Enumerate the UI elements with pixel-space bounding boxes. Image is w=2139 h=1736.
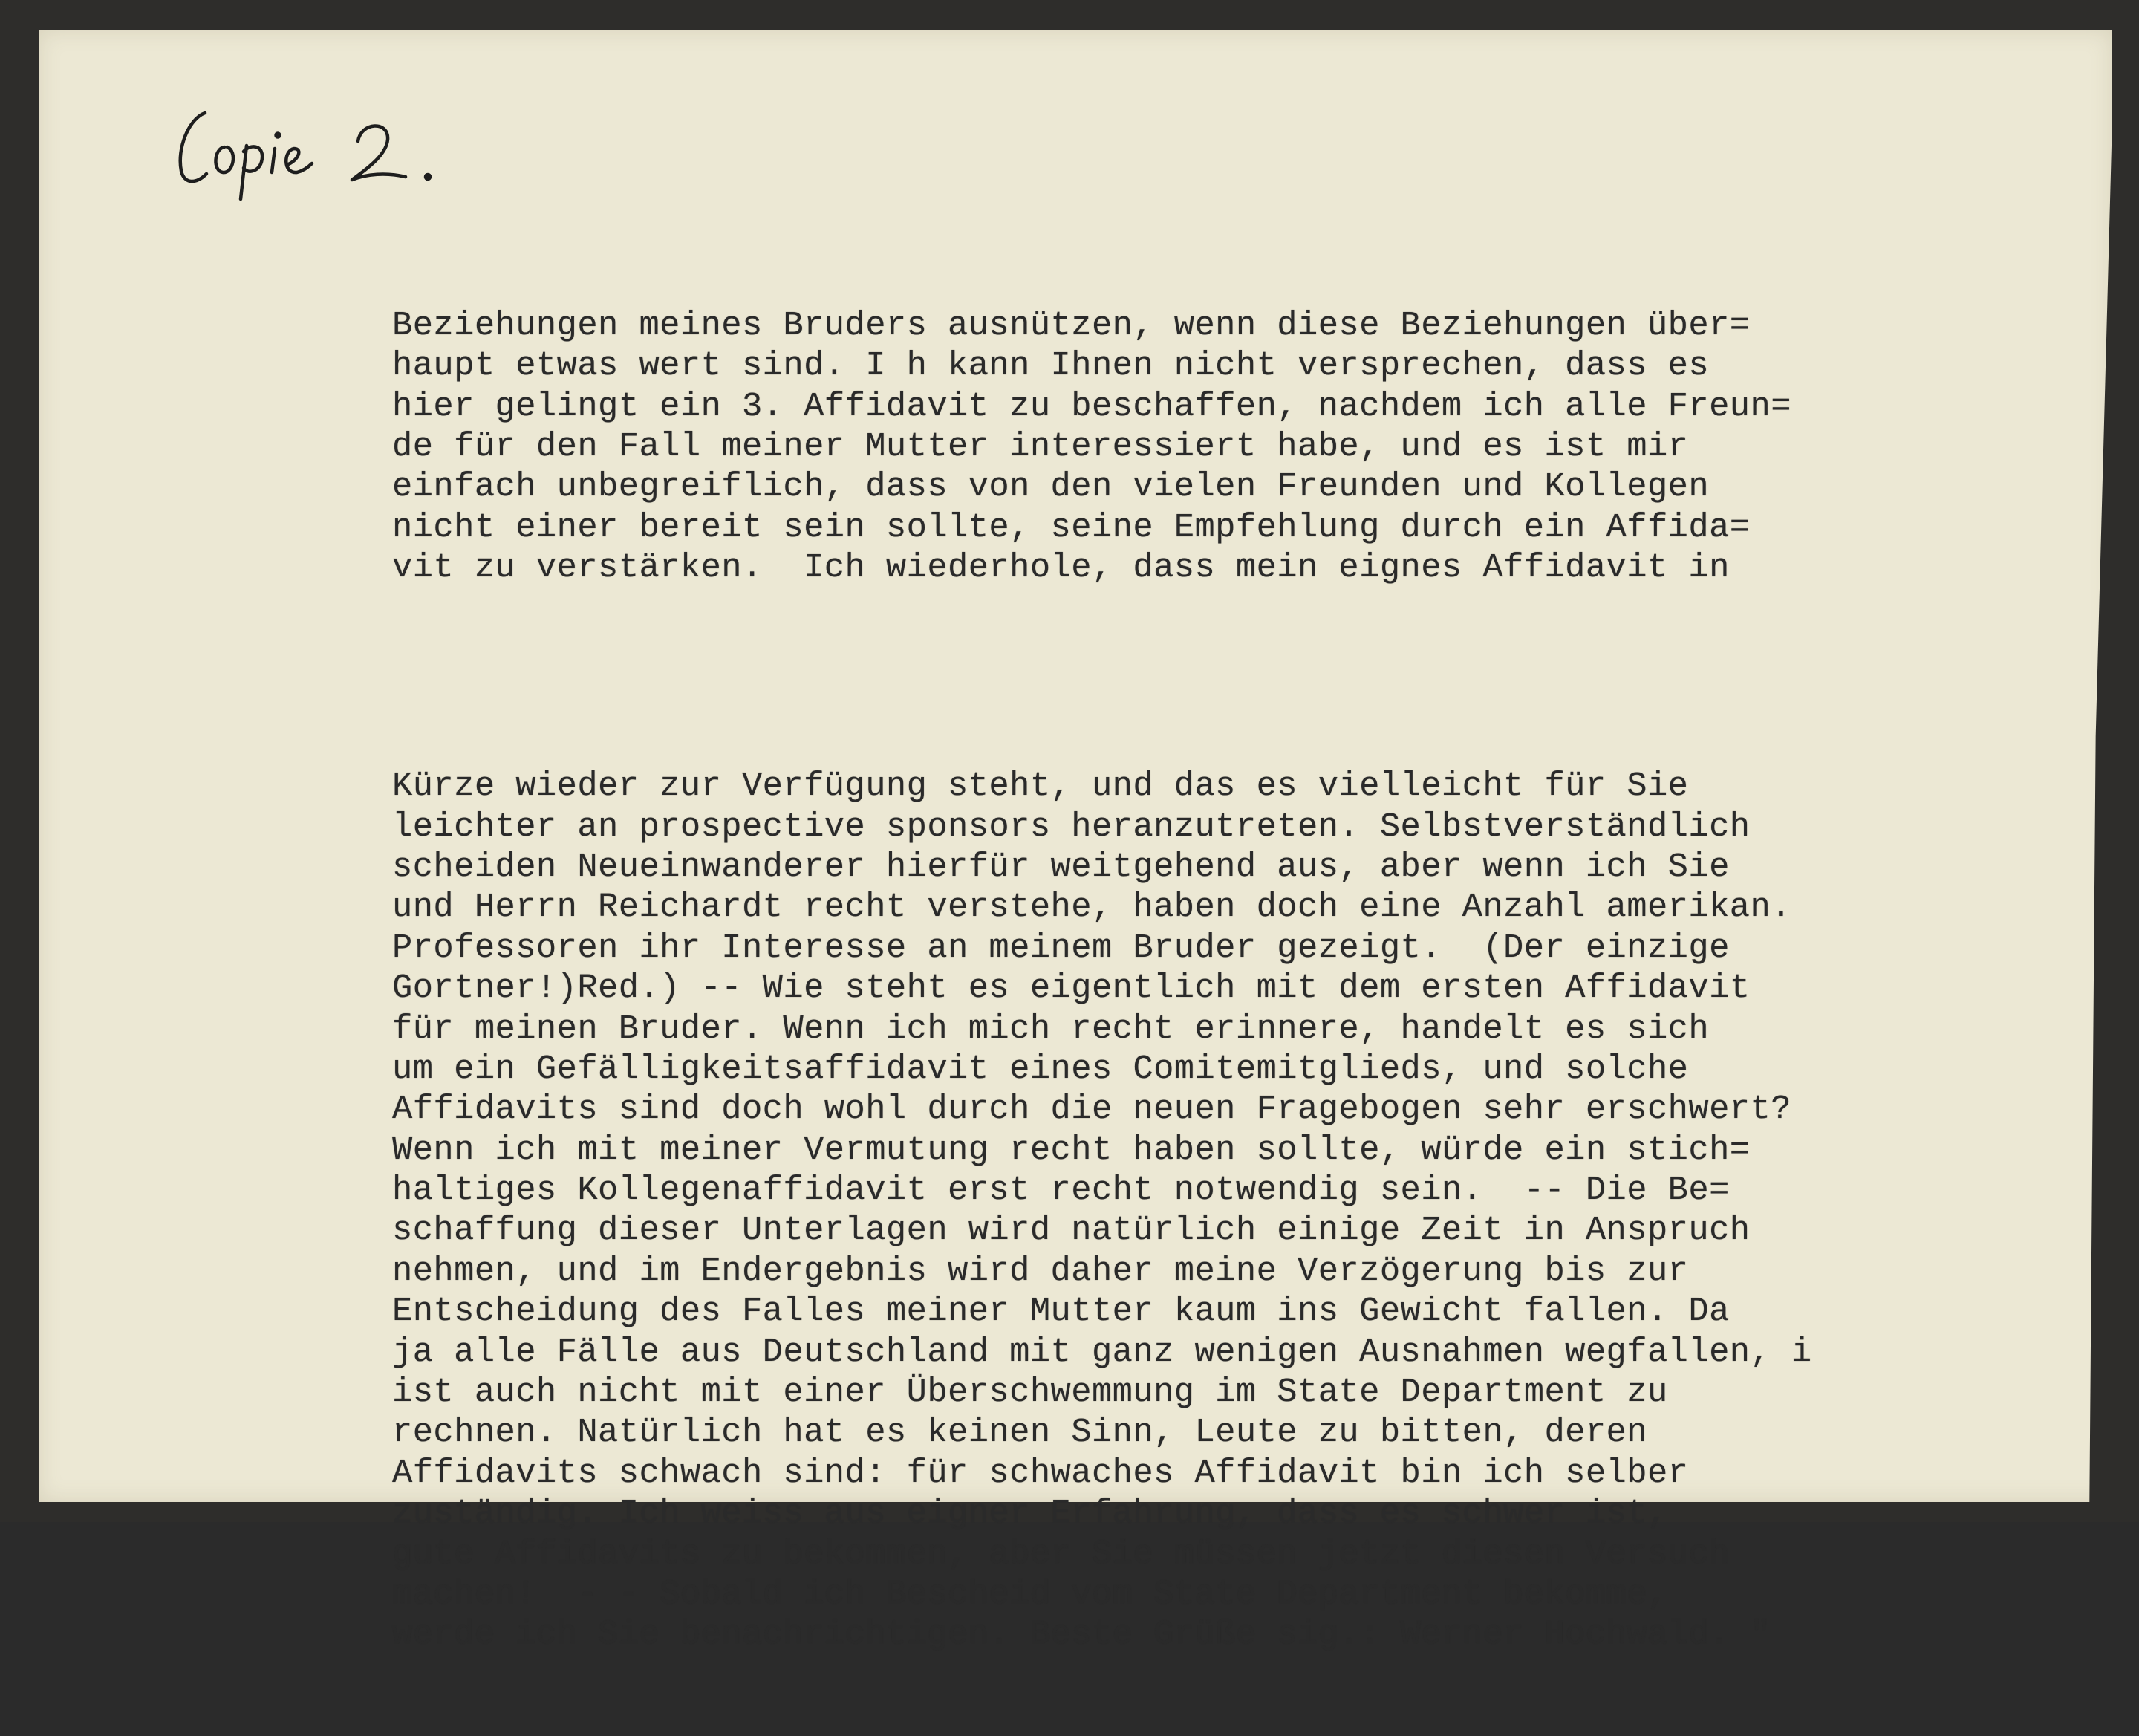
text-line: gute Affidavits zu bekommen, aber Sie müssen jetzt diesen Versuch bbox=[392, 1534, 1730, 1573]
text-line: um ein Gefälligkeitsaffidavit eines Comitemitglieds, und solche bbox=[392, 1049, 1689, 1088]
text-line: machen! - - Sobald ich Bescheid vom State Department bekomme, bbox=[392, 1574, 1668, 1613]
text-line: und Herrn Reichardt recht verstehe, haben doch eine Anzahl amerikan. bbox=[392, 888, 1791, 927]
text-line: werde ich Sie benachrichtigen. Beste Grüße sig.: Werner Hochwald. " bbox=[392, 1615, 1771, 1654]
text-line: nehmen, und im Endergebnis wird daher meine Verzögerung bis zur bbox=[392, 1251, 1689, 1290]
paragraph-1 bbox=[392, 305, 1812, 588]
text-line: Gortner!)Red.) -- Wie steht es eigentlich mit dem ersten Affidavit bbox=[392, 969, 1751, 1008]
paragraph-2 bbox=[392, 766, 1812, 1655]
text-line: haltiges Kollegenaffidavit erst recht notwendig sein. -- Die Be= bbox=[392, 1171, 1730, 1210]
text-line: leichter an prospective sponsors heranzutreten. Selbstverständlich bbox=[392, 807, 1751, 846]
text-line: Entscheidung des Falles meiner Mutter kaum ins Gewicht fallen. Da bbox=[392, 1292, 1730, 1331]
text-line: nicht einer bereit sein sollte, seine Empfehlung durch ein Affida= bbox=[392, 507, 1751, 547]
text-line: ist auch nicht mit einer Überschwemmung im State Department zu bbox=[392, 1373, 1668, 1412]
text-line: zuständig. Ich weiss aus eigner Erfahrung, dass es schwer ist, bbox=[392, 1494, 1668, 1533]
text-line: hier gelingt ein 3. Affidavit zu beschaffen, nachdem ich alle Freun= bbox=[392, 386, 1791, 426]
text-line: Kürze wieder zur Verfügung steht, und das es vielleicht für Sie bbox=[392, 767, 1689, 806]
text-line: einfach unbegreiflich, dass von den vielen Freunden und Kollegen bbox=[392, 467, 1710, 507]
text-line: rechnen. Natürlich hat es keinen Sinn, Leute zu bitten, deren bbox=[392, 1413, 1647, 1452]
text-line: schaffung dieser Unterlagen wird natürlich einige Zeit in Anspruch bbox=[392, 1211, 1751, 1250]
text-line: Wenn ich mit meiner Vermutung recht haben sollte, würde ein stich= bbox=[392, 1130, 1751, 1169]
paragraph-gap bbox=[392, 669, 1812, 685]
text-line: de für den Fall meiner Mutter interessiert habe, und es ist mir bbox=[392, 426, 1689, 466]
text-line: Affidavits sind doch wohl durch die neuen Fragebogen sehr erschwert? bbox=[392, 1090, 1791, 1129]
text-line: Affidavits schwach sind: für schwaches Affidavit bin ich selber bbox=[392, 1453, 1689, 1492]
handwritten-copie-2-drawing bbox=[166, 97, 553, 201]
text-line: Beziehungen meines Bruders ausnützen, wenn diese Beziehungen über= bbox=[392, 305, 1751, 345]
text-line: vit zu verstärken. Ich wiederhole, dass mein eignes Affidavit in bbox=[392, 548, 1730, 588]
text-line: ja alle Fälle aus Deutschland mit ganz wenigen Ausnahmen wegfallen, i bbox=[392, 1332, 1812, 1371]
typewritten-letter-body bbox=[392, 224, 1812, 1736]
text-line: Professoren ihr Interesse an meinem Bruder gezeigt. (Der einzige bbox=[392, 928, 1730, 967]
text-line: haupt etwas wert sind. I h kann Ihnen nicht versprechen, dass es bbox=[392, 346, 1710, 386]
handwritten-note bbox=[166, 97, 553, 201]
text-line: scheiden Neueinwanderer hierfür weitgehend aus, aber wenn ich Sie bbox=[392, 847, 1730, 886]
text-line: für meinen Bruder. Wenn ich mich recht erinnere, handelt es sich bbox=[392, 1009, 1710, 1048]
